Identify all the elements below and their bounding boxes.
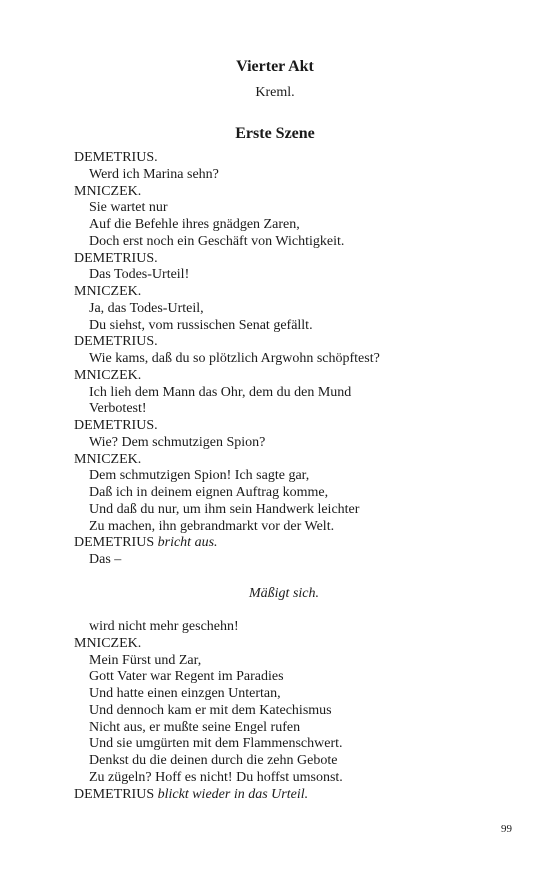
verse-line: Und hatte einen einzgen Untertan,: [89, 686, 281, 701]
speaker-name: MNICZEK.: [74, 451, 142, 467]
speaker-line: [74, 452, 494, 469]
verse-line: Doch erst noch ein Geschäft von Wichtigkeit.: [89, 233, 345, 249]
verse-line: Auf die Befehle ihres gnädgen Zaren,: [89, 217, 300, 232]
verse-line: Gott Vater war Regent im Paradies: [89, 669, 284, 685]
speaker-line: [74, 284, 494, 301]
verse-line: Ich lieh dem Mann das Ohr, dem du den Mund: [89, 384, 352, 400]
speaker-line: [74, 251, 494, 268]
verse-line: Und dennoch kam er mit dem Katechismus: [89, 702, 332, 718]
speaker-line: [74, 150, 494, 167]
speaker-line: [74, 418, 494, 435]
stage-direction: bricht aus.: [157, 535, 218, 551]
blank-line: [74, 602, 494, 619]
verse-line: Du siehst, vom russischen Senat gefällt.: [89, 317, 313, 333]
stage-direction: blickt wieder in das Urteil.: [157, 786, 309, 802]
verse-line: Nicht aus, er mußte seine Engel rufen: [89, 719, 301, 735]
verse-line: Das –: [89, 552, 122, 567]
speaker-line: [74, 184, 494, 201]
speaker-line: [74, 535, 494, 552]
verse-line: Wie kams, daß du so plötzlich Argwohn schöpftest?: [89, 351, 380, 366]
speaker-line: [74, 787, 494, 804]
verse-line: Zu zügeln? Hoff es nicht! Du hoffst umsonst.: [89, 769, 343, 785]
stage-direction-centered: Mäßigt sich.: [249, 585, 319, 601]
verse-line: wird nicht mehr geschehn!: [89, 619, 239, 634]
dialogue-text: [74, 150, 494, 803]
verse-line: Denkst du die deinen durch die zehn Gebote: [89, 753, 338, 768]
speaker-name: DEMETRIUS.: [74, 334, 158, 350]
scene-title: Erste Szene: [235, 125, 315, 142]
speaker-name: MNICZEK.: [74, 367, 142, 383]
speaker-name: MNICZEK.: [74, 635, 142, 651]
verse-line: Zu machen, ihn gebrandmarkt vor der Welt.: [89, 518, 335, 534]
speaker-line: [74, 636, 494, 653]
verse-line: Verbotest!: [89, 401, 147, 417]
blank-line: [74, 569, 494, 586]
speaker-name: DEMETRIUS.: [74, 250, 158, 266]
page-number: 99: [501, 823, 512, 835]
speaker-name: MNICZEK.: [74, 284, 142, 299]
act-title: Vierter Akt: [236, 58, 314, 75]
verse-line: Das Todes-Urteil!: [89, 267, 190, 283]
verse-line: Ja, das Todes-Urteil,: [89, 300, 204, 316]
speaker-name: DEMETRIUS: [74, 786, 155, 802]
verse-line: Daß ich in deinem eignen Auftrag komme,: [89, 485, 329, 500]
verse-line: Und sie umgürten mit dem Flammenschwert.: [89, 736, 343, 752]
speaker-name: DEMETRIUS.: [74, 418, 158, 433]
verse-line: Dem schmutzigen Spion! Ich sagte gar,: [89, 468, 310, 484]
verse-line: Sie wartet nur: [89, 200, 168, 216]
speaker-line: [74, 334, 494, 351]
speaker-name: DEMETRIUS.: [74, 150, 158, 165]
verse-line: Und daß du nur, um ihm sein Handwerk leichter: [89, 501, 360, 517]
speaker-name: DEMETRIUS: [74, 535, 155, 551]
verse-line: Werd ich Marina sehn?: [89, 166, 219, 182]
verse-line: Wie? Dem schmutzigen Spion?: [89, 434, 266, 450]
speaker-line: [74, 368, 494, 385]
scene-location: Kreml.: [255, 85, 295, 100]
speaker-name: MNICZEK.: [74, 183, 142, 199]
verse-line: Mein Fürst und Zar,: [89, 652, 202, 668]
